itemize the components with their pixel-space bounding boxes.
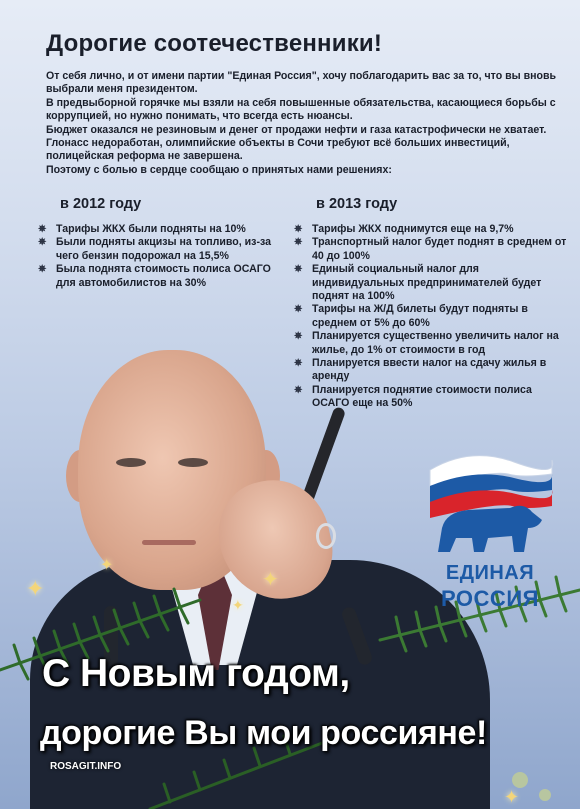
intro-paragraph: В предвыборной горячке мы взяли на себя повышенные обязательства, касающиеся борьбы с коррупцией, но нужно понимать, что всегда есть нюансы. bbox=[46, 96, 556, 123]
list-2012-items bbox=[36, 223, 276, 290]
list-item: ✵ Планируется существенно увеличить налог на жилье, до 1% от стоимости в год bbox=[292, 330, 567, 357]
list-2012-title: в 2012 году bbox=[60, 196, 142, 212]
sparkle-icon: ✦ bbox=[262, 569, 279, 591]
list-2012 bbox=[36, 196, 276, 290]
intro-paragraph: Бюджет оказался не резиновым и денег от продажи нефти и газа катастрофически не хватает. Глонасс недоработан, олимпийские объекты в Сочи требуют всё больших инвестиций, полицейская реформа не завершена. bbox=[46, 123, 547, 163]
list-item: ✵ Планируется поднятие стоимости полиса ОСАГО еще на 50% bbox=[292, 384, 567, 411]
list-item: ✵ Тарифы ЖКХ были подняты на 10% bbox=[36, 223, 276, 236]
greeting-line-1: С Новым годом, bbox=[42, 652, 350, 695]
list-item: ✵ Транспортный налог будет поднят в среднем от 40 до 100% bbox=[292, 236, 567, 263]
intro-paragraph: От себя лично, и от имени партии "Единая Россия", хочу поблагодарить вас за то, что вы вновь выбрали меня президентом. bbox=[46, 70, 557, 96]
list-item: ✵ Были подняты акцизы на топливо, из-за чего бензин подорожал на 15,5% bbox=[36, 236, 276, 263]
list-item: ✵ Единый социальный налог для индивидуальных предпринимателей будет поднят на 100% bbox=[292, 263, 567, 303]
greeting-line-2: дорогие Вы мои россияне! bbox=[40, 714, 487, 752]
list-2013-title: в 2013 году bbox=[316, 196, 398, 212]
list-item: ✵ Была поднята стоимость полиса ОСАГО для автомобилистов на 30% bbox=[36, 263, 276, 290]
sparkle-icon: ✦ bbox=[232, 597, 244, 613]
sparkle-icon: ✦ bbox=[100, 557, 114, 574]
list-item: ✵ Тарифы на Ж/Д билеты будут подняты в среднем от 5% до 60% bbox=[292, 303, 567, 330]
logo-line-1: ЕДИНАЯ bbox=[445, 562, 535, 584]
logo-line-2: РОССИЯ bbox=[441, 586, 539, 611]
list-item: ✵ Тарифы ЖКХ поднимутся еще на 9,7% bbox=[292, 223, 567, 236]
list-item: ✵ Планируется ввести налог на сдачу жилья в аренду bbox=[292, 357, 567, 384]
party-logo bbox=[424, 440, 556, 620]
intro-text bbox=[46, 70, 566, 177]
sparkle-icon: ✦ bbox=[26, 576, 45, 601]
site-credit: ROSAGIT.INFO bbox=[50, 761, 122, 772]
headline: Дорогие соотечественники! bbox=[46, 30, 383, 57]
flag-bear-icon bbox=[424, 440, 556, 560]
intro-paragraph: Поэтому с болью в сердце сообщаю о принятых нами решениях: bbox=[46, 163, 392, 176]
sparkle-icon: ✦ bbox=[504, 787, 520, 807]
